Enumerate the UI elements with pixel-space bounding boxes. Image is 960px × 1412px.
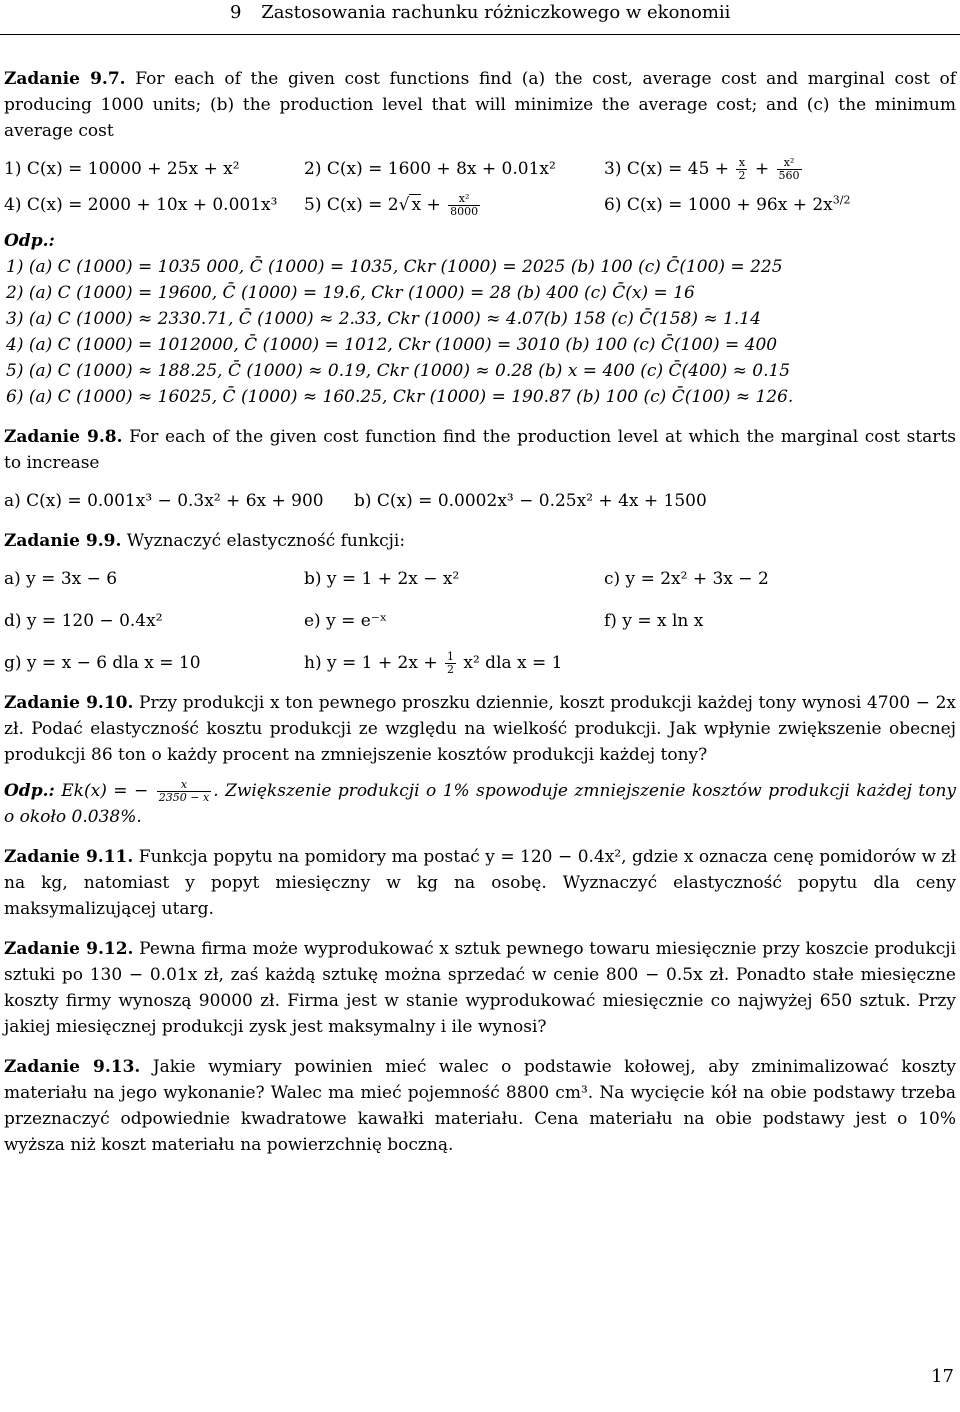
answer xyxy=(4,778,956,830)
cost-functions-list xyxy=(4,488,956,514)
function-b: b) y = 1 + 2x − x² xyxy=(304,569,460,589)
exercise-label: Zadanie 9.8. xyxy=(4,427,123,447)
fraction xyxy=(157,779,211,804)
chapter-number: 9 xyxy=(230,2,242,23)
running-header xyxy=(230,0,730,26)
plus-sign: + xyxy=(754,159,770,179)
fraction xyxy=(445,651,456,676)
sqrt-radicand: x xyxy=(411,195,422,215)
cost-function-b: b) C(x) = 0.0002x³ − 0.25x² + 4x + 1500 xyxy=(354,491,707,511)
cost-function-6-body: 6) C(x) = 1000 + 96x + 2x xyxy=(604,195,833,215)
cost-functions-list xyxy=(4,156,956,218)
page-content xyxy=(4,66,956,1172)
answer-line: 5) (a) C (1000) ≈ 188.25, C̄ (1000) ≈ 0.19, Ckr (1000) ≈ 0.28 (b) x = 400 (c) C̄(400) ≈ 0.15 xyxy=(6,361,791,381)
exercise-text: Wyznaczyć elastyczność funkcji: xyxy=(126,531,406,551)
function-d: d) y = 120 − 0.4x² xyxy=(4,611,163,631)
cost-function-3-prefix: 3) C(x) = 45 + xyxy=(604,159,730,179)
answer-line: 6) (a) C (1000) ≈ 16025, C̄ (1000) ≈ 160.25, Ckr (1000) = 190.87 (b) 100 (c) C̄(100) ≈ 126. xyxy=(6,387,794,407)
answer-line: 1) (a) C (1000) = 1035 000, C̄ (1000) = 1035, Ckr (1000) = 2025 (b) 100 (c) C̄(100) = 225 xyxy=(6,257,783,277)
exercise-text: Pewna firma może wyprodukować x sztuk pewnego towaru miesięcznie przy koszcie produkcji sztuki po 130 − 0.01x zł, zaś każdą sztukę można sprzedać w cenie 800 − 0.5x zł. Ponadto stałe miesięczne koszty firmy wynoszą 90000 zł. Firma jest w stanie wyprodukować miesięcznie co najwyżej 650 sztuk. Przy jakiej miesięcznej produkcji zysk jest maksymalny i ile wynosi? xyxy=(4,939,957,1037)
fraction xyxy=(448,193,480,218)
function-f: f) y = x ln x xyxy=(604,611,704,631)
answer-text: . Zwiększenie produkcji o 1% spowoduje zmniejszenie kosztów produkcji każdej tony o około 0.038%. xyxy=(4,781,956,827)
cost-function-5-prefix: 5) C(x) = 2 xyxy=(304,195,399,215)
exercise-text: Przy produkcji x ton pewnego proszku dziennie, koszt produkcji każdej tony wynosi 4700 − 2x zł. Podać elastyczność kosztu produkcji ze względu na wielkość produkcji. Jak wpłynie zwiększenie obecnej produkcji 86 ton o każdy procent na zmniejszenie kosztów produkcji każdej tony? xyxy=(4,693,956,765)
cost-function-2: 2) C(x) = 1600 + 8x + 0.01x² xyxy=(304,159,556,179)
exercise-label: Zadanie 9.12. xyxy=(4,939,134,959)
denominator: 2 xyxy=(446,663,454,676)
answer-line: 3) (a) C (1000) ≈ 2330.71, C̄ (1000) ≈ 2.33, Ckr (1000) ≈ 4.07(b) 158 (c) C̄(158) ≈ 1.14 xyxy=(6,309,761,329)
numerator: x xyxy=(736,157,747,170)
function-e: e) y = e⁻ˣ xyxy=(304,611,387,631)
answer-label: Odp.: xyxy=(4,231,55,251)
exercise-text: For each of the given cost functions find (a) the cost, average cost and marginal cost of producing 1000 units; (b) the production level that will minimize the average cost; and (c) the minimum average cost xyxy=(4,69,956,141)
function-g: g) y = x − 6 dla x = 10 xyxy=(4,653,201,673)
function-h-suffix: x² dla x = 1 xyxy=(463,653,563,673)
cost-function-4: 4) C(x) = 2000 + 10x + 0.001x³ xyxy=(4,195,278,215)
exercise-9-12 xyxy=(4,936,956,1040)
sqrt-sign: √ xyxy=(398,195,410,215)
answer-line: 2) (a) C (1000) = 19600, C̄ (1000) = 19.6, Ckr (1000) = 28 (b) 400 (c) C̄(x) = 16 xyxy=(6,283,695,303)
exercise-text: Funkcja popytu na pomidory ma postać y = 120 − 0.4x², gdzie x oznacza cenę pomidorów w zł na kg, natomiast y popyt miesięczny w kg na osobę. Wyznaczyć elastyczność popytu dla ceny maksymalizującej utarg. xyxy=(4,847,957,919)
answer-formula-prefix: Ek(x) = − xyxy=(61,781,149,801)
denominator: 8000 xyxy=(450,205,479,218)
denominator: 560 xyxy=(778,169,800,182)
function-c: c) y = 2x² + 3x − 2 xyxy=(604,569,769,589)
numerator: 1 xyxy=(446,650,454,663)
cost-function-3 xyxy=(604,156,934,182)
exercise-9-7 xyxy=(4,66,956,410)
exercise-label: Zadanie 9.7. xyxy=(4,69,126,89)
function-h xyxy=(304,650,934,676)
exercise-9-9 xyxy=(4,528,956,676)
denominator: 2 xyxy=(738,169,746,182)
exercise-text: Jakie wymiary powinien mieć walec o podstawie kołowej, aby zminimalizować koszty materiału na jego wykonanie? Walec ma mieć pojemność 8800 cm³. Na wycięcie kół na obie podstawy trzeba przeznaczyć odpowiednie kwadratowe kawałki materiału. Cena materiału na obie podstawy jest o 10% wyższa niż koszt materiału na powierzchnię boczną. xyxy=(4,1057,956,1155)
function-a: a) y = 3x − 6 xyxy=(4,569,118,589)
cost-function-a: a) C(x) = 0.001x³ − 0.3x² + 6x + 900 xyxy=(4,491,324,511)
exercise-9-8 xyxy=(4,424,956,514)
functions-list xyxy=(4,566,956,676)
fraction xyxy=(777,157,802,182)
chapter-title: Zastosowania rachunku różniczkowego w ekonomii xyxy=(261,2,731,23)
cost-function-6 xyxy=(604,192,934,218)
cost-function-1: 1) C(x) = 10000 + 25x + x² xyxy=(4,159,240,179)
denominator: 2350 − x xyxy=(158,791,210,804)
numerator: x xyxy=(157,779,211,792)
cost-function-5 xyxy=(304,192,604,218)
answer-label: Odp.: xyxy=(4,781,55,801)
numerator: x² xyxy=(777,157,802,170)
exercise-label: Zadanie 9.10. xyxy=(4,693,134,713)
header-rule xyxy=(0,34,960,35)
page-number: 17 xyxy=(931,1366,954,1387)
exercise-label: Zadanie 9.9. xyxy=(4,531,122,551)
answer-line: 4) (a) C (1000) = 1012000, C̄ (1000) = 1012, Ckr (1000) = 3010 (b) 100 (c) C̄(100) = 400 xyxy=(6,335,778,355)
exercise-9-11 xyxy=(4,844,956,922)
function-h-prefix: h) y = 1 + 2x + xyxy=(304,653,438,673)
fraction xyxy=(736,157,747,182)
answers-list xyxy=(4,254,956,410)
numerator: x² xyxy=(448,193,480,206)
exercise-label: Zadanie 9.11. xyxy=(4,847,134,867)
exercise-9-13 xyxy=(4,1054,956,1158)
exercise-9-10 xyxy=(4,690,956,830)
exercise-text: For each of the given cost function find the production level at which the marginal cost starts to increase xyxy=(4,427,956,473)
exponent: 3/2 xyxy=(832,193,851,207)
exercise-label: Zadanie 9.13. xyxy=(4,1057,141,1077)
plus-sign: + xyxy=(426,195,441,215)
